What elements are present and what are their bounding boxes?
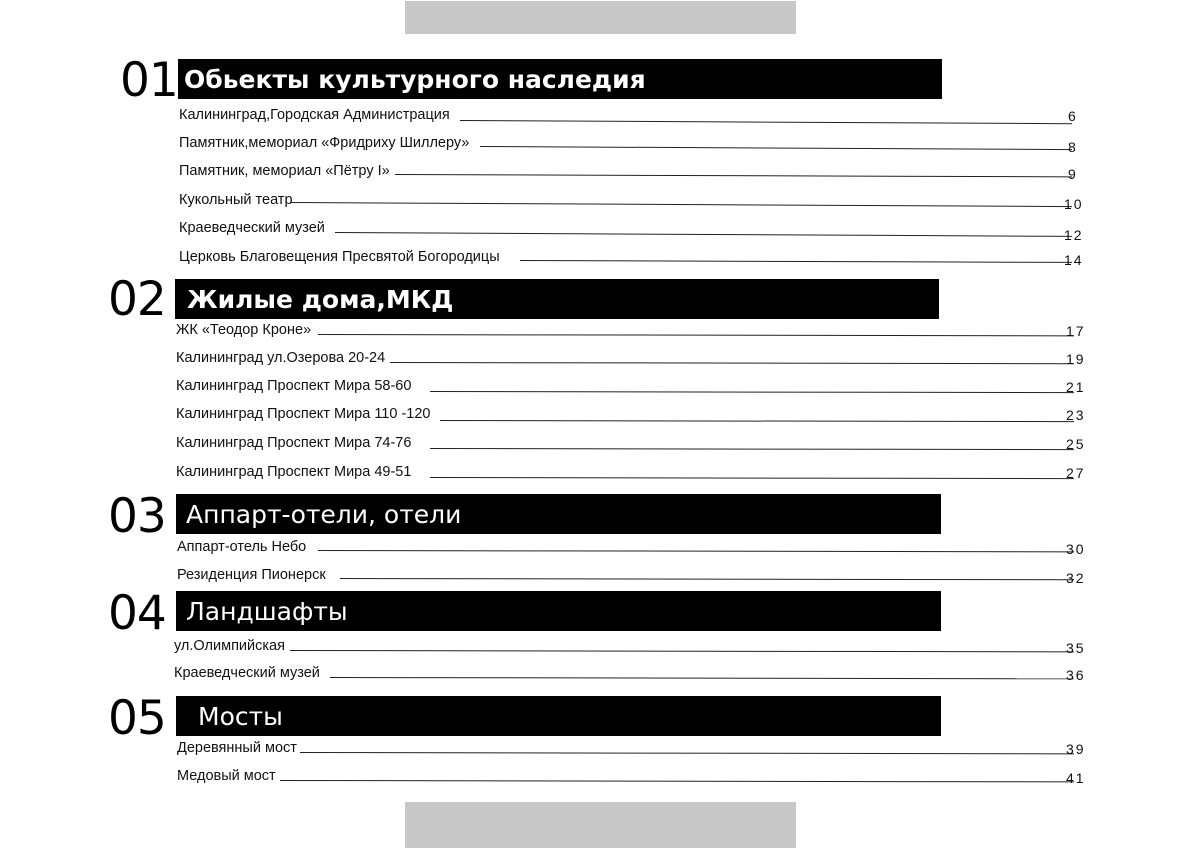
leader-line [290, 202, 1072, 207]
leader-line [480, 146, 1072, 150]
section-title: Мосты [176, 696, 941, 736]
entry-page-number: 35 [1066, 640, 1086, 656]
entry-page-number: 39 [1066, 741, 1086, 757]
entry-page-number: 9 [1068, 166, 1078, 182]
entry-label: Резиденция Пионерск [177, 567, 326, 583]
entry-label: Церковь Благовещения Пресвятой Богородицы [179, 249, 500, 265]
entry-label: Калининград Проспект Мира 58-60 [176, 378, 412, 394]
entry-label: Калининград ул.Озерова 20-24 [176, 350, 386, 366]
leader-line [430, 477, 1074, 479]
entry-label: Кукольный театр [179, 192, 293, 208]
section-title: Обьекты культурного наследия [178, 59, 942, 99]
entry-label: ул.Олимпийская [174, 638, 285, 654]
leader-line [318, 550, 1074, 552]
entry-label: Аппарт-отель Небо [177, 539, 307, 555]
leader-line [430, 391, 1074, 393]
section-number: 04 [108, 586, 166, 641]
entry-label: Краеведческий музей [179, 220, 325, 236]
entry-page-number: 14 [1064, 252, 1084, 268]
section-number: 02 [108, 272, 166, 327]
entry-label: Памятник, мемориал «Пётру I» [179, 163, 390, 179]
entry-page-number: 6 [1068, 108, 1078, 124]
section-title: Ландшафты [176, 591, 941, 631]
leader-line [290, 650, 1074, 652]
leader-line [340, 578, 1074, 580]
entry-label: Калининград,Городская Администрация [179, 107, 450, 123]
entry-page-number: 27 [1066, 465, 1086, 481]
entry-page-number: 30 [1066, 541, 1086, 557]
entry-label: Калининград Проспект Мира 110 -120 [176, 406, 431, 422]
top-gray-bar [405, 1, 796, 34]
entry-label: Памятник,мемориал «Фридриху Шиллеру» [179, 135, 470, 151]
entry-page-number: 25 [1066, 436, 1086, 452]
entry-page-number: 8 [1068, 139, 1078, 155]
leader-line [330, 677, 1074, 679]
leader-line [460, 120, 1072, 124]
entry-page-number: 19 [1066, 351, 1086, 367]
leader-line [280, 780, 1074, 782]
entry-label: ЖК «Теодор Кроне» [176, 322, 312, 338]
entry-page-number: 36 [1066, 667, 1086, 683]
entry-page-number: 12 [1064, 227, 1084, 243]
entry-label: Краеведческий музей [174, 665, 320, 681]
entry-page-number: 32 [1066, 570, 1086, 586]
entry-page-number: 41 [1066, 770, 1086, 786]
entry-page-number: 21 [1066, 379, 1086, 395]
entry-label: Деревянный мост [177, 740, 297, 756]
section-title: Жилые дома,МКД [175, 279, 939, 319]
entry-page-number: 23 [1066, 407, 1086, 423]
section-number: 03 [108, 489, 166, 544]
section-number: 01 [120, 53, 178, 108]
entry-label: Калининград Проспект Мира 49-51 [176, 464, 412, 480]
entry-page-number: 17 [1066, 323, 1086, 339]
section-title: Аппарт-отели, отели [176, 494, 941, 534]
leader-line [395, 174, 1072, 177]
section-number: 05 [108, 691, 166, 746]
entry-label: Калининград Проспект Мира 74-76 [176, 435, 412, 451]
leader-line [430, 448, 1074, 450]
leader-line [300, 752, 1074, 754]
leader-line [520, 260, 1072, 263]
leader-line [390, 362, 1074, 364]
entry-label: Медовый мост [177, 768, 276, 784]
entry-page-number: 10 [1064, 196, 1084, 212]
leader-line [440, 420, 1074, 422]
leader-line [335, 232, 1072, 237]
bottom-gray-bar [405, 802, 796, 848]
leader-line [318, 334, 1074, 336]
